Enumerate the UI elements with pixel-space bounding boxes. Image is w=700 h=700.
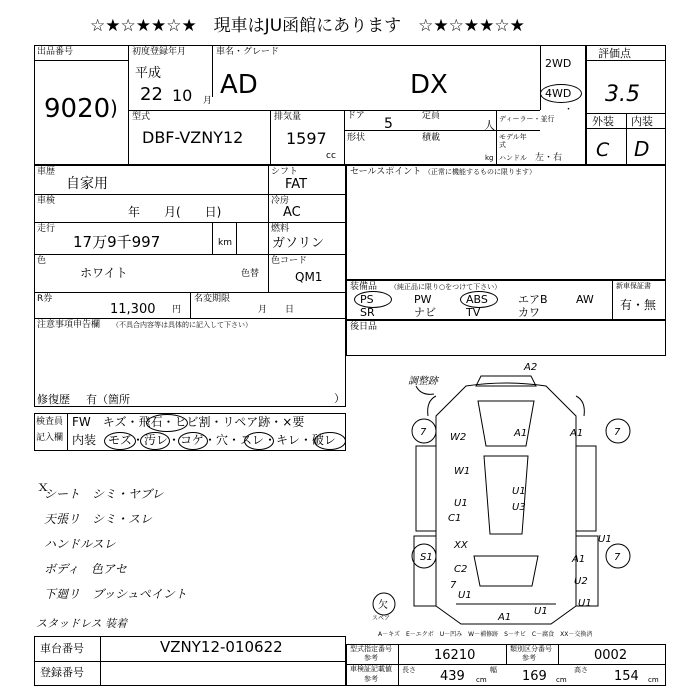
damage-label: W2: [450, 432, 467, 443]
grade-score: 3.5: [605, 82, 640, 107]
damage-label: A1: [514, 428, 528, 439]
capacity-label: 定員: [422, 111, 441, 121]
damage-label: U2: [574, 576, 588, 587]
ext-label: 外装: [592, 115, 614, 128]
damage-label: A1: [572, 554, 586, 565]
inspect-value: 年 月( 日): [128, 205, 222, 219]
km-unit: km: [218, 238, 232, 248]
damage-label: U1: [598, 534, 612, 545]
width-value: 169: [522, 669, 547, 684]
dealer-label: ディーラー・並行: [499, 115, 555, 123]
person-unit: 人: [484, 119, 495, 132]
ac-label: 冷房: [271, 196, 290, 206]
cert-label: 型式指定番号: [350, 645, 392, 653]
damage-label: U1: [512, 486, 526, 497]
note-line: ハンドルスレ: [44, 537, 116, 551]
repaint-label: 色替: [241, 269, 260, 279]
note-line: 下廻リ ブッシュペイント: [44, 587, 187, 601]
damage-label: A2: [524, 362, 538, 373]
chassis-number: VZNY12-010622: [160, 638, 283, 656]
damage-diagram: [346, 356, 666, 640]
width-unit: cm: [556, 676, 567, 684]
length-unit: cm: [476, 676, 487, 684]
cat-number: 0002: [594, 648, 628, 663]
color-code-label: 色コード: [271, 256, 308, 266]
warranty-value: 有・無: [620, 298, 657, 312]
note-line: シート シミ・ヤブレ: [44, 487, 164, 501]
spare-label: スペア: [372, 615, 391, 622]
damage-label: 7: [614, 552, 621, 563]
grade-label: 評価点: [598, 47, 631, 60]
rear-box: [346, 320, 666, 356]
reg-month: 10: [172, 86, 193, 105]
damage-label: U1: [534, 606, 548, 617]
rear-label: 後日品: [350, 322, 378, 332]
displacement: 1597: [286, 129, 327, 148]
damage-label: S1: [420, 552, 433, 563]
model-year-label: モデル年式: [499, 133, 527, 149]
regno-label: 登録番号: [40, 666, 84, 679]
note-line: ボディ 色アセ: [44, 562, 127, 576]
equip-item: カワ: [518, 306, 540, 319]
ac-value: AC: [283, 205, 301, 220]
equip-item: SR: [360, 306, 375, 319]
grade-name: DX: [410, 70, 448, 100]
inspect-label: 車検: [37, 196, 56, 206]
int-label: 内装: [631, 115, 653, 128]
color-value: ホワイト: [80, 266, 128, 280]
model-name: AD: [220, 70, 258, 100]
month-unit: 月: [203, 96, 213, 106]
repair-value: 有（箇所: [86, 393, 130, 406]
mileage-value: 17万9千997: [73, 233, 161, 251]
equip-item: ABS: [466, 293, 488, 306]
damage-label: 7: [614, 427, 621, 438]
height-label: 高さ: [574, 666, 588, 674]
height-unit: cm: [648, 676, 659, 684]
lot-number: 9020: [44, 94, 111, 124]
doors: 5: [384, 116, 393, 132]
inspector-label2: 記入欄: [36, 433, 64, 443]
warranty-label: 新車保証書: [616, 282, 651, 290]
sales-box: [346, 165, 666, 280]
r-label: R券: [37, 294, 53, 304]
handle-label: ハンドル: [499, 154, 527, 162]
banner: ☆★☆★★☆★ 現車はJU函館にあります ☆★☆★★☆★: [90, 16, 525, 36]
kg-unit: kg: [485, 154, 494, 162]
type-code: DBF-VZNY12: [142, 128, 244, 147]
cert-ref: 参考: [364, 654, 378, 662]
height-value: 154: [614, 669, 639, 684]
legend: A－キズ E－エクボ U－凹み W－補修跡 S－サビ C－腐食 XX－交換済: [378, 631, 593, 638]
fuel-value: ガソリン: [272, 236, 325, 251]
damage-label: A1: [498, 612, 512, 623]
disp-label: 排気量: [274, 112, 302, 122]
lot-label: 出品番号: [37, 47, 74, 57]
drive-2wd: 2WD: [545, 57, 572, 70]
damage-label: C1: [448, 513, 462, 524]
drive-4wd: 4WD: [545, 87, 572, 100]
equip-item: ナビ: [414, 306, 436, 319]
door-label: ドア: [347, 111, 365, 121]
sales-label: セールスポイント: [350, 167, 422, 177]
inspector-label1: 検査員: [36, 417, 64, 427]
caution-label: 注意事項申告欄: [37, 320, 101, 330]
damage-label: A1: [570, 428, 584, 439]
cc-unit: cc: [326, 151, 336, 161]
shift-value: FAT: [285, 177, 308, 192]
sales-note: （正常に機能するものに限ります）: [424, 168, 536, 176]
handle-value: 左・右: [535, 153, 563, 163]
damage-label: W1: [454, 466, 471, 477]
int-grade: D: [634, 137, 650, 161]
color-label: 色: [37, 256, 47, 266]
load-label: 積載: [422, 133, 441, 143]
model-label: 車名・グレード: [216, 47, 280, 57]
damage-label: XX: [454, 540, 468, 551]
cat-label: 類別区分番号: [510, 645, 552, 653]
ext-grade: C: [596, 139, 610, 161]
dim-label: 車検証記載値: [350, 665, 392, 673]
damage-label: C2: [454, 564, 468, 575]
adjust-note: 調整跡: [408, 376, 438, 387]
damage-label: U3: [512, 502, 526, 513]
reg-label: 初度登録年月: [132, 47, 187, 57]
notice-value: 月 日: [258, 305, 295, 315]
equip-item: エアB: [518, 293, 548, 306]
inspector-row1: FW キズ・飛石・ヒビ割・リペア跡・×要: [72, 415, 305, 429]
equip-note: （純正品に限り○をつけて下さい）: [390, 283, 502, 291]
history-value: 自家用: [66, 176, 108, 192]
studless-note: スタッドレス 装着: [36, 617, 128, 630]
repair-label: 修復歴: [37, 393, 70, 406]
caution-note: （不具合内容等は具体的に記入して下さい）: [112, 321, 252, 329]
damage-label: 7: [450, 580, 457, 591]
inspector-row2: 内装 モズ・汚レ・コゲ・穴・スレ・キレ・破レ: [72, 433, 336, 447]
damage-label: U1: [454, 498, 468, 509]
history-label: 車歴: [37, 167, 56, 177]
damage-label: U1: [578, 598, 592, 609]
damage-label: 7: [420, 427, 427, 438]
shift-label: シフト: [271, 167, 299, 177]
cert-number: 16210: [434, 648, 476, 663]
equip-item: PW: [414, 293, 432, 306]
type-label: 型式: [132, 112, 151, 122]
repair-close: ）: [334, 392, 345, 405]
r-unit: 円: [172, 305, 182, 315]
length-value: 439: [440, 669, 465, 684]
damage-label: U1: [458, 590, 472, 601]
length-label: 長さ: [402, 666, 416, 674]
equip-item: PS: [360, 293, 374, 306]
reg-year: 22: [140, 84, 163, 105]
width-label: 幅: [490, 666, 497, 674]
equip-item: AW: [576, 293, 594, 306]
history-box: [34, 165, 346, 407]
fuel-label: 燃料: [271, 224, 290, 234]
equip-item: TV: [466, 306, 481, 319]
equip-label: 装備品: [350, 282, 378, 292]
notice-label: 名変期限: [194, 294, 231, 304]
note-line: 天張リ シミ・スレ: [44, 512, 153, 526]
cat-ref: 参考: [522, 654, 536, 662]
r-value: 11,300: [110, 302, 156, 317]
color-code-value: QM1: [295, 270, 323, 284]
spare-mark: 欠: [378, 600, 388, 611]
mileage-label: 走行: [37, 224, 56, 234]
era: 平成: [135, 66, 162, 81]
chassis-label: 車台番号: [40, 642, 84, 655]
shape-label: 形状: [347, 133, 366, 143]
drive-dot: ・: [564, 105, 574, 115]
dim-ref: 参考: [364, 675, 378, 683]
